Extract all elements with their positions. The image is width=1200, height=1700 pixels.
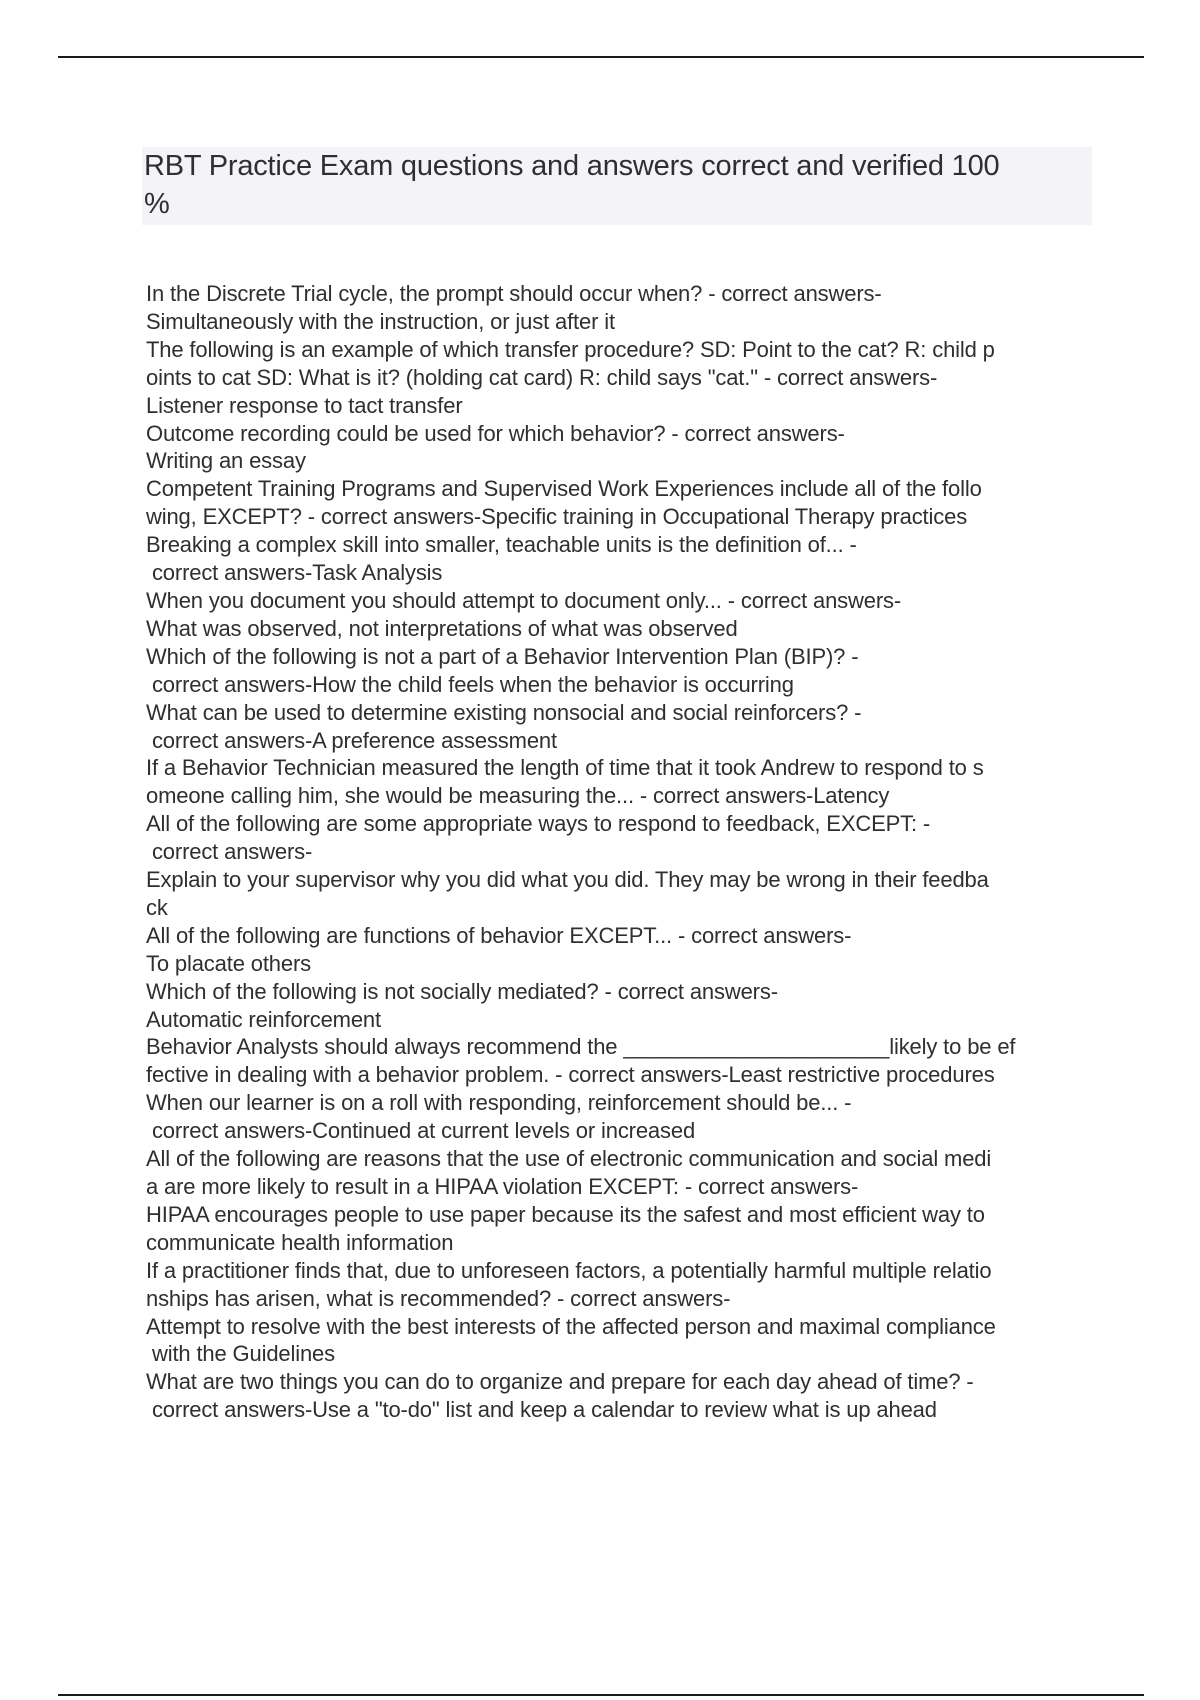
- text-line: If a practitioner finds that, due to unforeseen factors, a potentially harmful multiple relatio: [146, 1257, 992, 1283]
- title-line: RBT Practice Exam questions and answers correct and verified 100: [144, 150, 1000, 182]
- text-line: correct answers-: [146, 839, 313, 865]
- text-line: When you document you should attempt to document only... - correct answers-: [146, 587, 902, 613]
- text-line: All of the following are functions of behavior EXCEPT... - correct answers-: [146, 922, 852, 948]
- text-line: Breaking a complex skill into smaller, teachable units is the definition of... -: [146, 532, 857, 558]
- qa-body: [146, 280, 1096, 1424]
- text-line: communicate health information: [146, 1229, 454, 1255]
- text-line: HIPAA encourages people to use paper because its the safest and most efficient way to: [146, 1201, 985, 1227]
- text-line: To placate others: [146, 950, 311, 976]
- text-line: Behavior Analysts should always recommend the ______________________likely to be ef: [146, 1034, 1016, 1060]
- text-line: correct answers-How the child feels when the behavior is occurring: [146, 671, 794, 697]
- bottom-rule: [58, 1694, 1144, 1696]
- text-line: Competent Training Programs and Supervised Work Experiences include all of the follo: [146, 476, 982, 502]
- title-band: [142, 147, 1092, 225]
- text-line: If a Behavior Technician measured the length of time that it took Andrew to respond to s: [146, 755, 984, 781]
- text-line: What can be used to determine existing nonsocial and social reinforcers? -: [146, 699, 862, 725]
- text-line: The following is an example of which transfer procedure? SD: Point to the cat? R: child p: [146, 336, 995, 362]
- text-line: Automatic reinforcement: [146, 1006, 381, 1032]
- text-line: Explain to your supervisor why you did what you did. They may be wrong in their feedba: [146, 867, 989, 893]
- top-rule: [58, 56, 1144, 58]
- text-line: wing, EXCEPT? - correct answers-Specific training in Occupational Therapy practices: [146, 504, 968, 530]
- text-line: All of the following are reasons that the use of electronic communication and social medi: [146, 1146, 992, 1172]
- document-title: [142, 147, 1092, 223]
- text-line: What was observed, not interpretations of what was observed: [146, 615, 738, 641]
- text-line: When our learner is on a roll with responding, reinforcement should be... -: [146, 1090, 852, 1116]
- text-line: a are more likely to result in a HIPAA violation EXCEPT: - correct answers-: [146, 1174, 859, 1199]
- text-line: correct answers-A preference assessment: [146, 727, 557, 753]
- text-line: nships has arisen, what is recommended? - correct answers-: [146, 1285, 731, 1311]
- text-line: correct answers-Task Analysis: [146, 560, 443, 586]
- text-line: omeone calling him, she would be measuring the... - correct answers-Latency: [146, 783, 890, 809]
- text-line: What are two things you can do to organize and prepare for each day ahead of time? -: [146, 1369, 974, 1395]
- text-line: All of the following are some appropriate ways to respond to feedback, EXCEPT: -: [146, 811, 931, 837]
- text-line: Outcome recording could be used for which behavior? - correct answers-: [146, 420, 845, 446]
- text-line: with the Guidelines: [146, 1341, 335, 1367]
- title-line: %: [144, 188, 170, 220]
- text-line: Which of the following is not socially mediated? - correct answers-: [146, 978, 778, 1004]
- text-line: fective in dealing with a behavior problem. - correct answers-Least restrictive procedures: [146, 1062, 995, 1088]
- text-line: Simultaneously with the instruction, or just after it: [146, 308, 615, 334]
- text-line: Writing an essay: [146, 448, 306, 474]
- text-line: correct answers-Continued at current levels or increased: [146, 1118, 696, 1144]
- text-line: In the Discrete Trial cycle, the prompt should occur when? - correct answers-: [146, 281, 882, 306]
- text-line: Listener response to tact transfer: [146, 392, 463, 418]
- text-line: Which of the following is not a part of a Behavior Intervention Plan (BIP)? -: [146, 643, 859, 669]
- text-line: correct answers-Use a "to-do" list and keep a calendar to review what is up ahead: [146, 1397, 937, 1423]
- text-line: ck: [146, 894, 168, 920]
- text-line: oints to cat SD: What is it? (holding cat card) R: child says "cat." - correct answers-: [146, 364, 938, 390]
- text-line: Attempt to resolve with the best interests of the affected person and maximal compliance: [146, 1313, 996, 1339]
